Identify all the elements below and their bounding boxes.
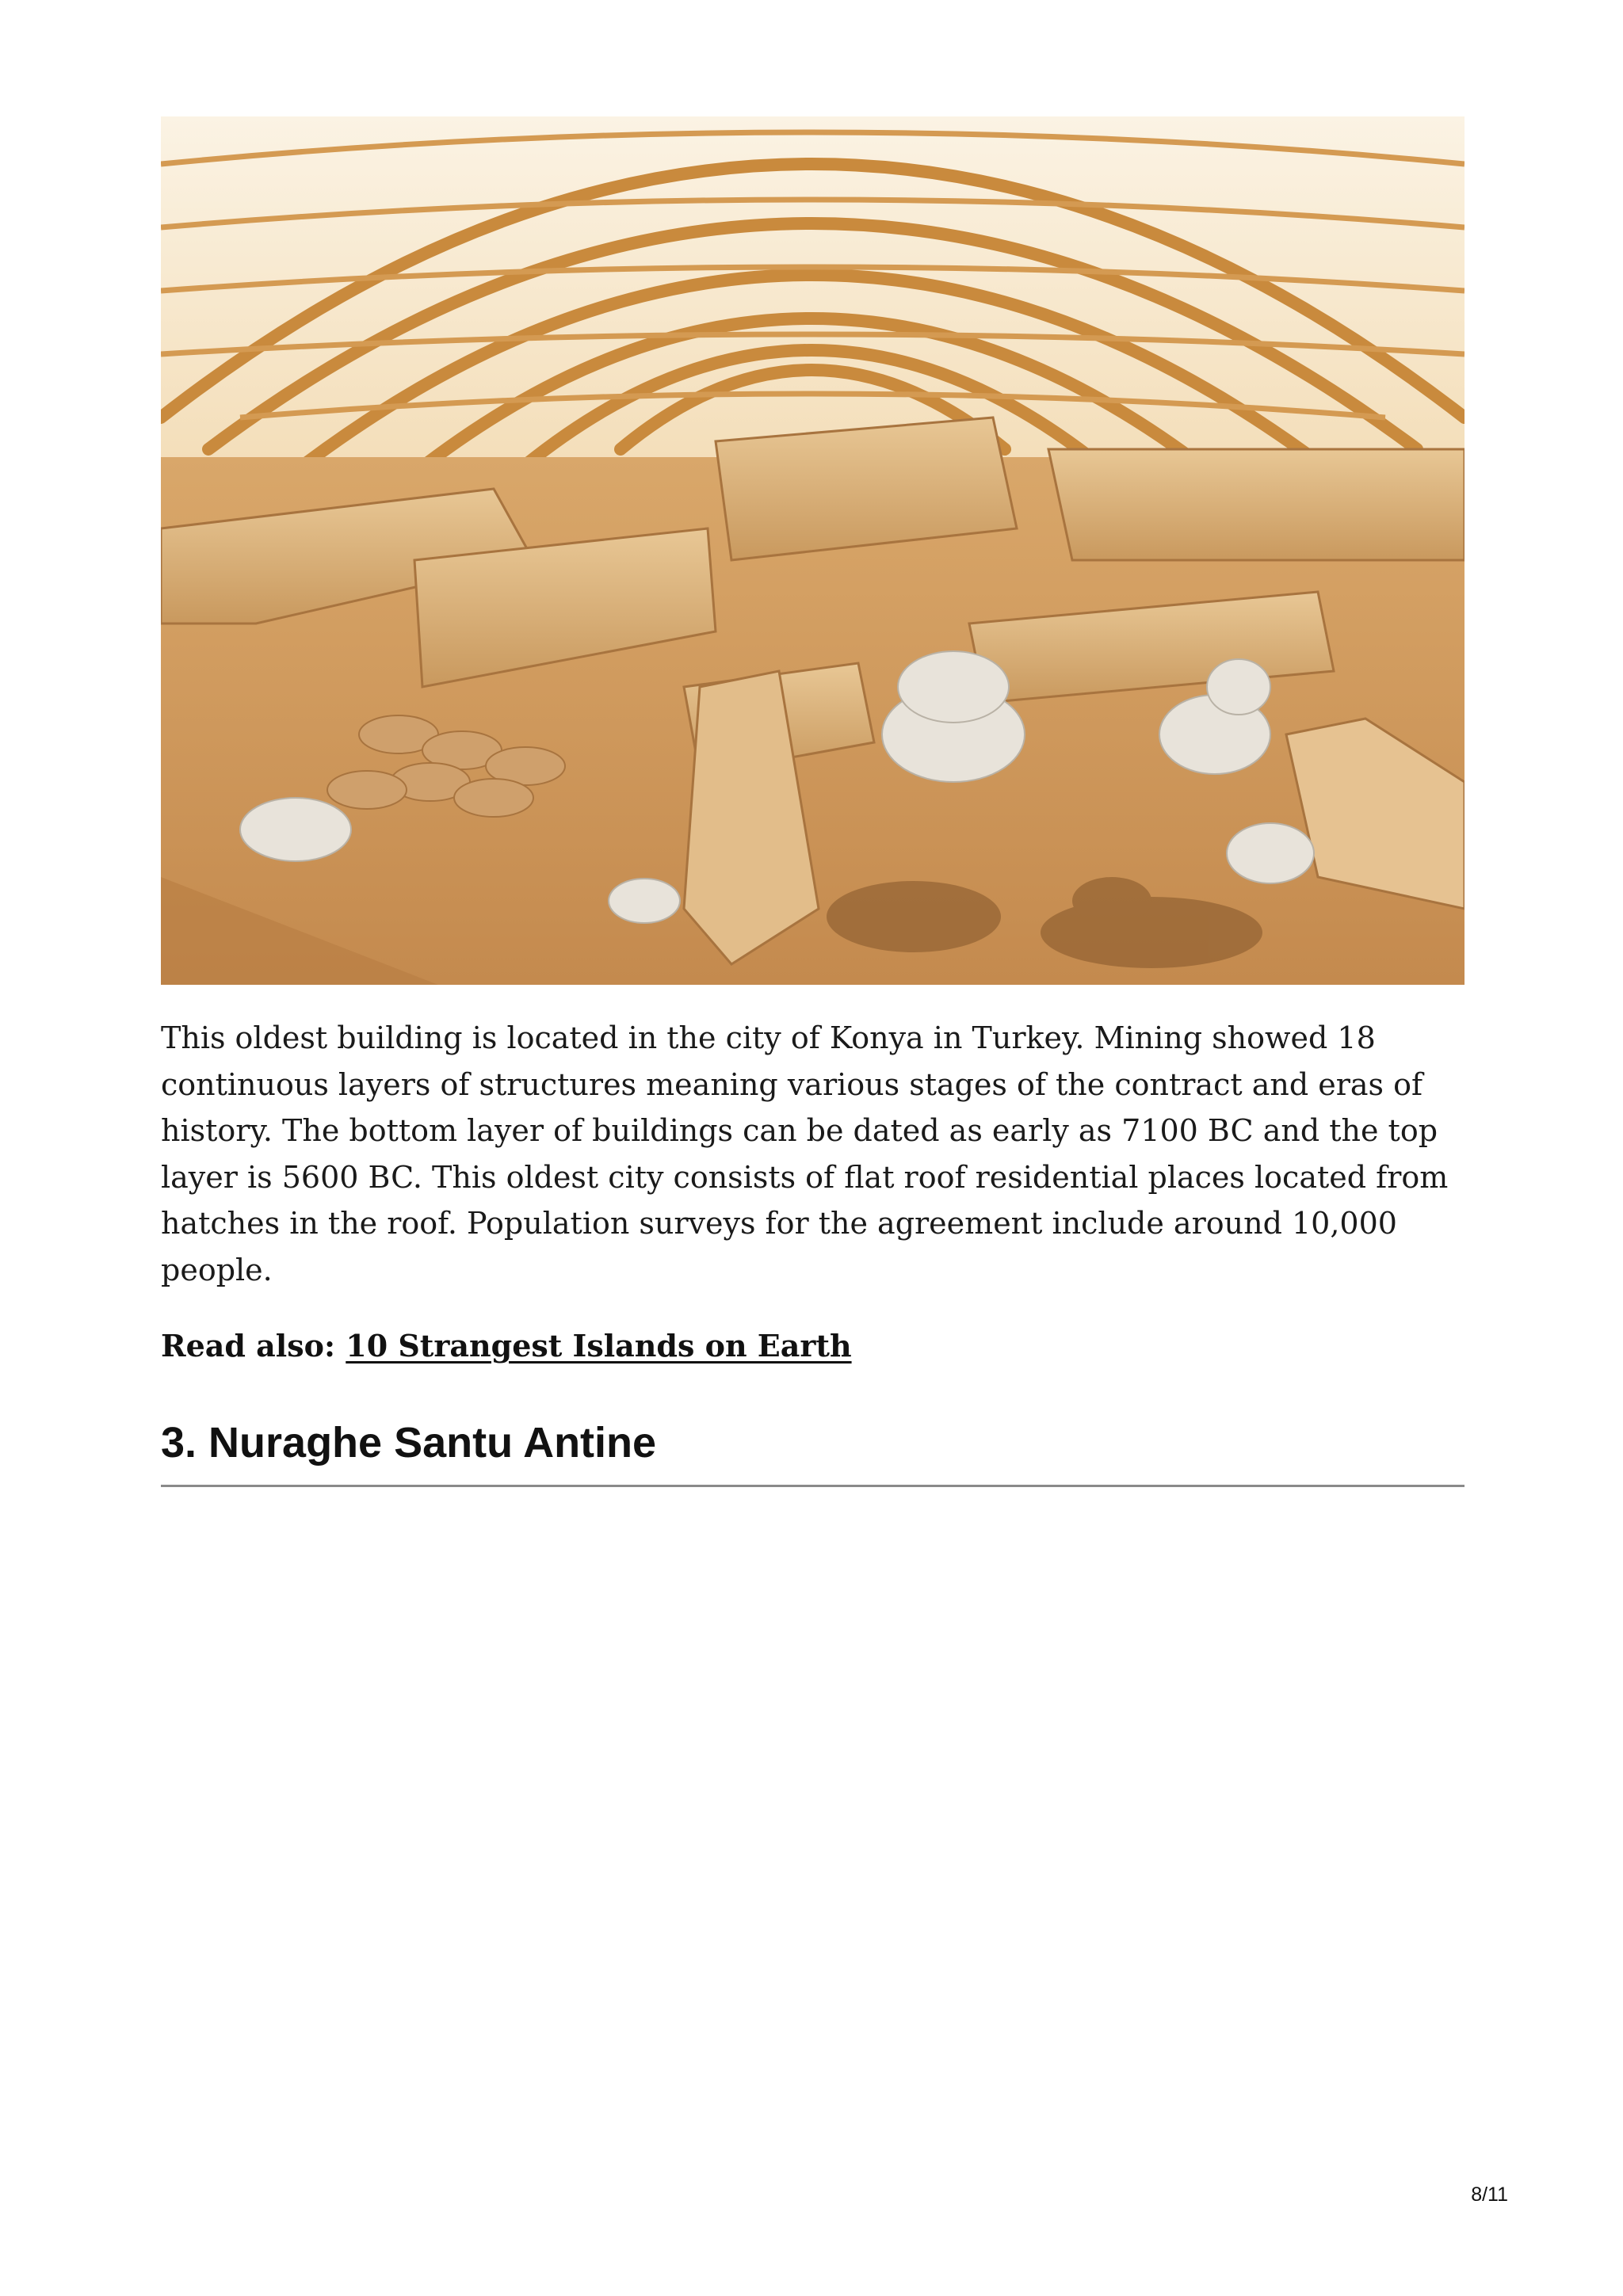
article-paragraph: This oldest building is located in the city of Konya in Turkey. Mining showed 18 continuous layers of structures meaning various stages of the contract and eras of history. The bottom layer of buildings can be dated as early as 7100 BC and the top layer is 5600 BC. This oldest city consists of flat roof residential places located from hatches in the roof. Population surveys for the agreement include around 10,000 people. xyxy=(161,1020,1449,1287)
read-also-label: Read also: xyxy=(161,1328,336,1363)
article-photo xyxy=(161,116,1465,985)
heading-divider xyxy=(161,1485,1465,1487)
read-also-link[interactable]: 10 Strangest Islands on Earth xyxy=(346,1328,852,1363)
excavation-illustration xyxy=(161,116,1465,985)
read-also xyxy=(161,1328,852,1363)
page-number: 8/11 xyxy=(1471,2183,1508,2206)
section-heading: 3. Nuraghe Santu Antine xyxy=(161,1419,657,1466)
